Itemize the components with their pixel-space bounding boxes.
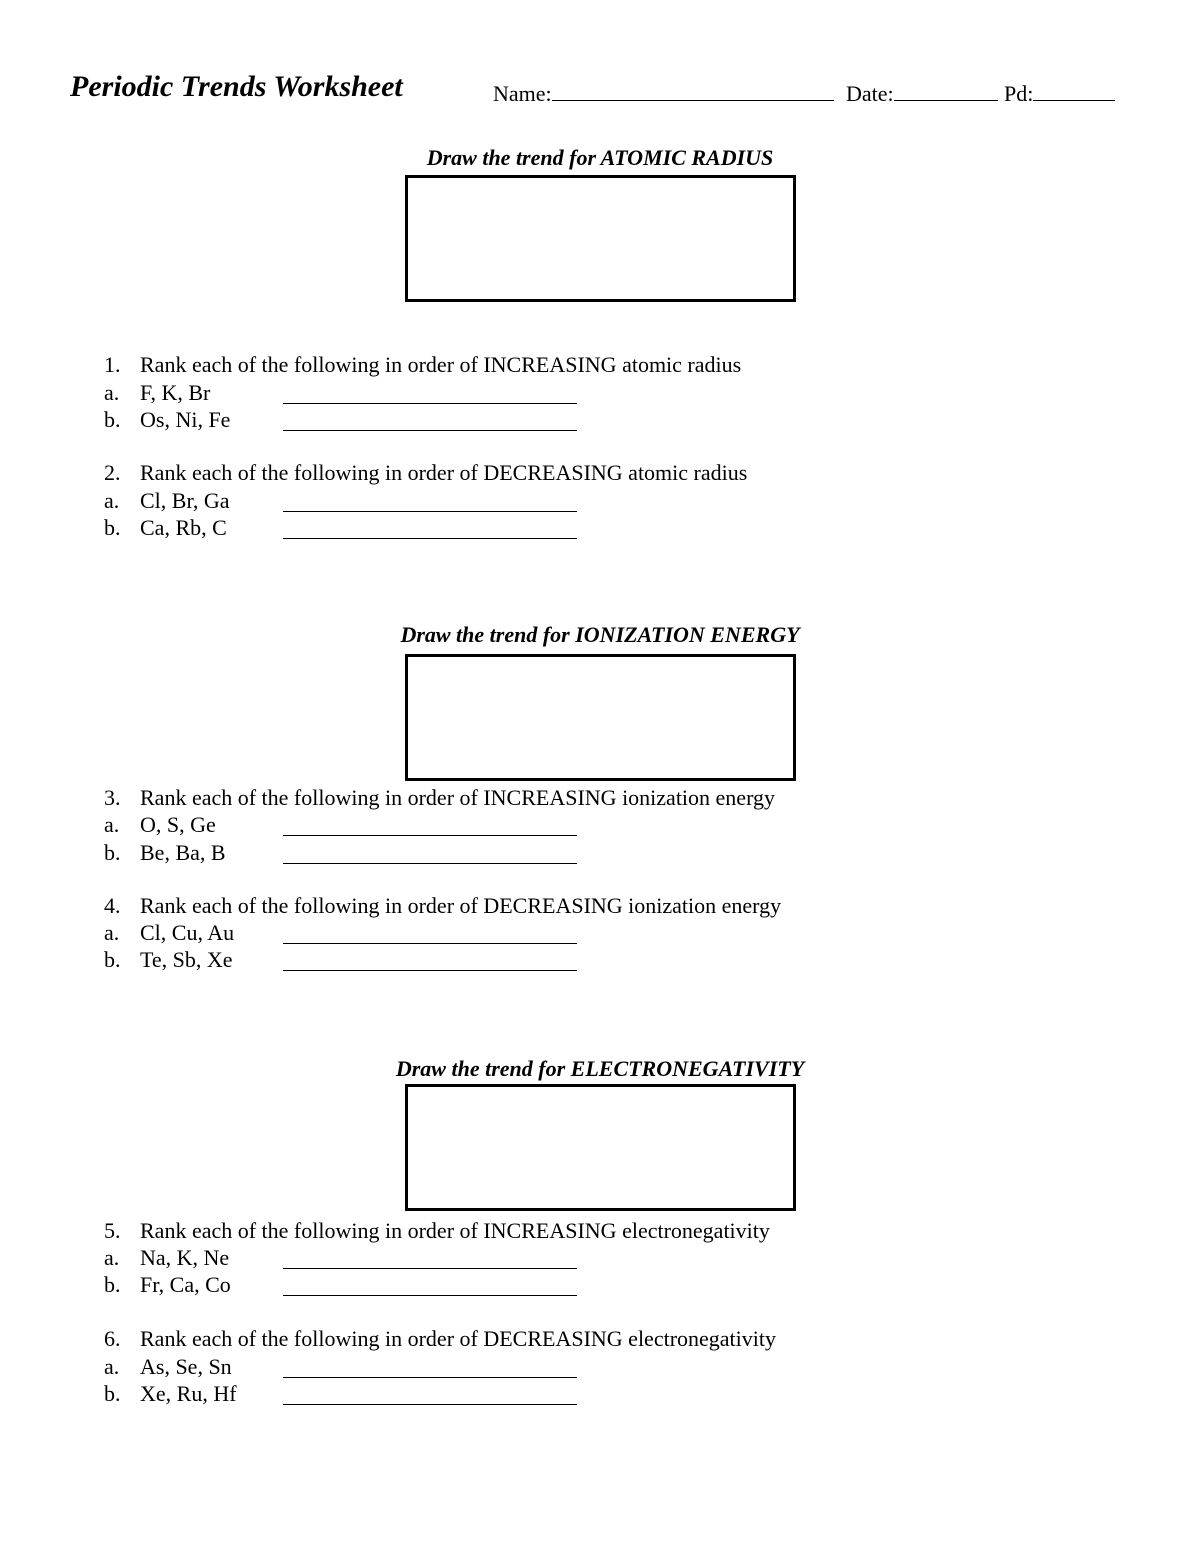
- drawing-box-electronegativity[interactable]: [405, 1084, 796, 1211]
- question-number: 4.: [104, 893, 121, 918]
- answer-line-1b[interactable]: [283, 430, 577, 431]
- part-letter: b.: [104, 1381, 121, 1406]
- part-text: Cl, Br, Ga: [140, 488, 230, 513]
- question-1b: [104, 407, 230, 433]
- question-2a: [104, 488, 230, 514]
- date-blank[interactable]: [894, 78, 998, 101]
- question-number: 2.: [104, 460, 121, 485]
- part-letter: b.: [104, 1272, 121, 1297]
- answer-line-5b[interactable]: [283, 1295, 577, 1296]
- answer-line-1a[interactable]: [283, 403, 577, 404]
- question-1a: [104, 380, 210, 406]
- answer-line-4b[interactable]: [283, 970, 577, 971]
- section-title-atomic-radius: Draw the trend for ATOMIC RADIUS: [426, 145, 774, 170]
- question-number: 1.: [104, 352, 121, 377]
- section-title-electronegativity: Draw the trend for ELECTRONEGATIVITY: [395, 1056, 805, 1081]
- question-text: Rank each of the following in order of INCREASING electronegativity: [140, 1218, 770, 1243]
- part-letter: a.: [104, 920, 120, 945]
- part-letter: a.: [104, 380, 120, 405]
- answer-line-6a[interactable]: [283, 1377, 577, 1378]
- part-text: Be, Ba, B: [140, 840, 226, 865]
- question-4a: [104, 920, 234, 946]
- part-text: Na, K, Ne: [140, 1245, 230, 1270]
- answer-line-3a[interactable]: [283, 835, 577, 836]
- question-6: [104, 1326, 776, 1352]
- part-letter: b.: [104, 840, 121, 865]
- question-5a: [104, 1245, 229, 1271]
- part-text: Ca, Rb, C: [140, 515, 227, 540]
- question-1: [104, 352, 741, 378]
- date-label: Date:: [846, 81, 894, 106]
- answer-line-3b[interactable]: [283, 863, 577, 864]
- part-letter: a.: [104, 1354, 120, 1379]
- answer-line-6b[interactable]: [283, 1404, 577, 1405]
- question-number: 3.: [104, 785, 121, 810]
- part-text: Fr, Ca, Co: [140, 1272, 231, 1297]
- question-3a: [104, 812, 216, 838]
- pd-blank[interactable]: [1033, 78, 1115, 101]
- question-2b: [104, 515, 227, 541]
- question-number: 5.: [104, 1218, 121, 1243]
- answer-line-2a[interactable]: [283, 511, 577, 512]
- question-5: [104, 1218, 770, 1244]
- question-6a: [104, 1354, 232, 1380]
- part-text: F, K, Br: [140, 380, 211, 405]
- worksheet-title: Periodic Trends Worksheet: [70, 70, 403, 103]
- part-text: Cl, Cu, Au: [140, 920, 235, 945]
- part-letter: a.: [104, 812, 120, 837]
- answer-line-2b[interactable]: [283, 538, 577, 539]
- part-text: Te, Sb, Xe: [140, 947, 233, 972]
- question-number: 6.: [104, 1326, 121, 1351]
- period-field: [1004, 78, 1115, 107]
- question-2: [104, 460, 747, 486]
- question-3b: [104, 840, 226, 866]
- part-letter: a.: [104, 1245, 120, 1270]
- name-field: [493, 78, 834, 107]
- date-field: [846, 78, 998, 107]
- part-text: Xe, Ru, Hf: [140, 1381, 237, 1406]
- question-text: Rank each of the following in order of INCREASING atomic radius: [140, 352, 742, 377]
- part-letter: a.: [104, 488, 120, 513]
- section-title-ionization-energy: Draw the trend for IONIZATION ENERGY: [400, 622, 800, 647]
- part-text: As, Se, Sn: [140, 1354, 232, 1379]
- question-text: Rank each of the following in order of DECREASING ionization energy: [140, 893, 782, 918]
- question-text: Rank each of the following in order of DECREASING electronegativity: [140, 1326, 777, 1351]
- name-blank[interactable]: [552, 78, 834, 101]
- part-letter: b.: [104, 947, 121, 972]
- question-text: Rank each of the following in order of INCREASING ionization energy: [140, 785, 776, 810]
- question-5b: [104, 1272, 231, 1298]
- drawing-box-atomic-radius[interactable]: [405, 175, 796, 302]
- question-4b: [104, 947, 233, 973]
- question-text: Rank each of the following in order of DECREASING atomic radius: [140, 460, 748, 485]
- question-6b: [104, 1381, 237, 1407]
- part-text: O, S, Ge: [140, 812, 216, 837]
- part-text: Os, Ni, Fe: [140, 407, 231, 432]
- question-3: [104, 785, 775, 811]
- part-letter: b.: [104, 407, 121, 432]
- name-label: Name:: [493, 81, 552, 106]
- pd-label: Pd:: [1004, 81, 1034, 106]
- drawing-box-ionization-energy[interactable]: [405, 654, 796, 781]
- answer-line-5a[interactable]: [283, 1268, 577, 1269]
- part-letter: b.: [104, 515, 121, 540]
- answer-line-4a[interactable]: [283, 943, 577, 944]
- question-4: [104, 893, 781, 919]
